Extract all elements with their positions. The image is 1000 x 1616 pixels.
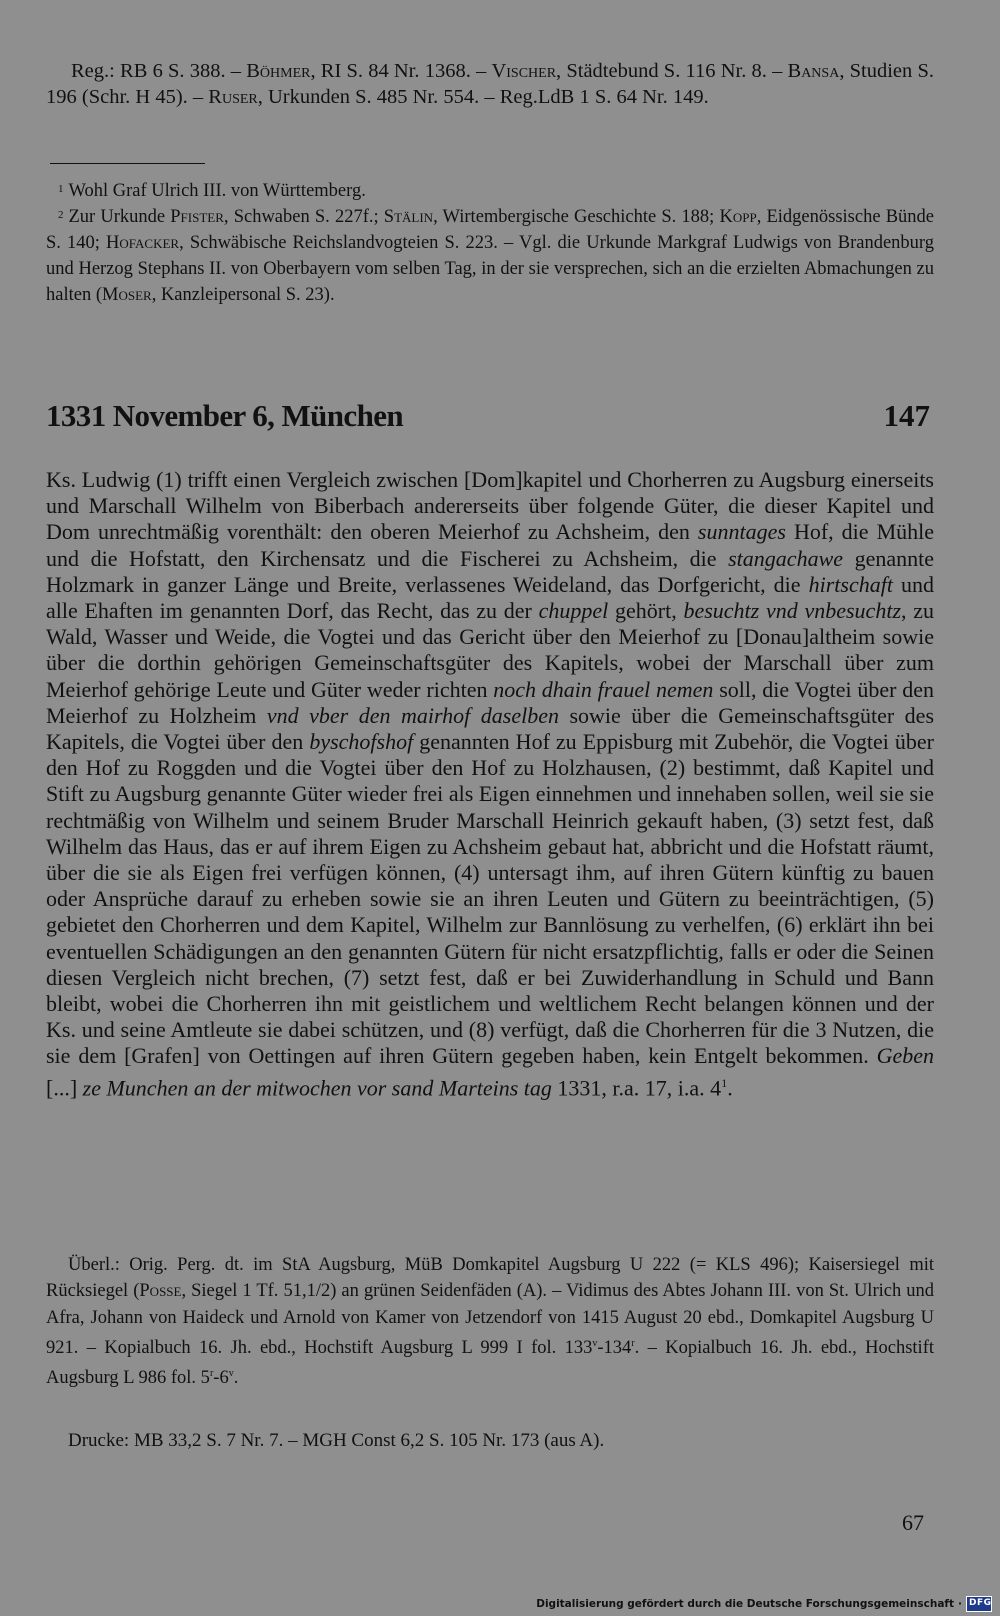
dfg-footer: Digitalisierung gefördert durch die Deutsche Forschungsgemeinschaft · DFG — [536, 1598, 992, 1610]
document-date-place: 1331 November 6, München — [46, 398, 404, 433]
footnotes — [46, 178, 934, 308]
document-number: 147 — [883, 398, 930, 433]
footnote-2: $^2$ Zur Urkunde Pfister, Schwaben S. 227f.; Stälin, Wirtembergische Geschichte S. 188; Kopp, Eidgenössische Bünde S. 140; Hofacker, Schwäbische Reichslandvogteien S. 223. – Vgl. die Urkunde Markgraf Ludwigs von Brandenburg und Herzog Stephans II. von Oberbayern vom selben Tag, in der sie versprechen, sich an die erzielten Abmachungen zu halten (Moser, Kanzleipersonal S. 23). — [46, 207, 934, 305]
footnote-marker: 1 — [721, 1075, 728, 1090]
regest-references: Reg.: RB 6 S. 388. – Böhmer, RI S. 84 Nr. 1368. – Vischer, Städtebund S. 116 Nr. 8. – Bansa, Studien S. 196 (Schr. H 45). – Ruser, Urkunden S. 485 Nr. 554. – Reg.LdB 1 S. 64 Nr. 149. — [46, 60, 934, 108]
page-number: 67 — [902, 1510, 924, 1535]
dfg-logo-icon: DFG — [966, 1596, 992, 1612]
document-heading — [46, 398, 934, 438]
footnote-1: $^1$ Wohl Graf Ulrich III. von Württemberg. — [58, 181, 366, 201]
print-editions: Drucke: MB 33,2 S. 7 Nr. 7. – MGH Const 6,2 S. 105 Nr. 173 (aus A). — [68, 1430, 605, 1451]
regest-text: Ks. Ludwig (1) trifft einen Vergleich zwischen [Dom]kapitel und Chorherren zu Augsburg einerseits und Marschall Wilhelm von Biberbach andererseits über folgende Güter, die dieser Kapitel und Dom unrechtmäßig vorenthält: den oberen Meierhof zu Achsheim, den sunntages Hof, die Mühle und die Hofstatt, den Kirchensatz und die Fischerei zu Achsheim, die stangachawe genannte Holzmark in ganzer Länge und Breite, verlassenes Weideland, das Dorfgericht, die hirtschaft und alle Ehaften im genannten Dorf, das Recht, das zu der chuppel gehört, besuchtz vnd vnbesuchtz, zu Wald, Wasser und Weide, die Vogtei und das Gericht über den Meierhof zu [Donau]altheim sowie über die dorthin gehörigen Gemeinschaftsgüter des Kapitels, wobei der Marschall über zum Meierhof gehörige Leute und Güter weder richten noch dhain frauel nemen soll, die Vogtei über den Meierhof zu Holzheim vnd vber den mairhof daselben sowie über die Gemeinschaftsgüter des Kapitels, die Vogtei über den byschofshof genannten Hof zu Eppisburg mit Zubehör, die Vogtei über den Hof zu Roggden und die Vogtei über den Hof zu Holzhausen, (2) bestimmt, daß Kapitel und Stift zu Augsburg genannte Güter wieder frei als Eigen einnehmen und innehaben sollen, weil sie sie rechtmäßig von Wilhelm und seinem Bruder Marschall Heinrich gekauft haben, (3) setzt fest, daß Wilhelm das Haus, das er auf ihrem Eigen zu Achsheim gebaut hat, abbricht und die Hofstatt räumt, über die sie als Eigen frei verfügen können, (4) untersagt ihm, auf ihren Gütern künftig zu bauen oder Ansprüche darauf zu erheben sowie sie an ihren Leuten und Gütern zu beeinträchtigen, (5) gebietet den Chorherren und dem Kapitel, Wilhelm zur Bannlösung zu verhelfen, (6) erklärt ihn bei eventuellen Schädigungen an den genannten Gütern für nicht ersatzpflichtig, falls er oder die Seinen diesen Vergleich nicht brechen, (7) setzt fest, daß er bei Zuwiderhandlung in Schuld und Bann bleibt, wobei die Chorherren ihn mit geistlichem und weltlichem Recht belangen können und der Ks. und seine Amtleute sie dabei schützen, und (8) verfügt, daß die Chorherren für die 3 Nutzen, die sie dem [Grafen] von Oettingen auf ihren Gütern gegeben haben, kein Entgelt bekommen. Geben [...] ze Munchen an der mitwochen vor sand Marteins tag 1331, r.a. 17, i.a. $4^1$. — [46, 467, 935, 1100]
footnote-separator — [50, 163, 205, 164]
transmission-notes: Überl.: Orig. Perg. dt. im StA Augsburg, MüB Domkapitel Augsburg U 222 (= KLS 496); Kaisersiegel mit Rücksiegel (Posse, Siegel 1 Tf. 51,1/2) an grünen Seidenfäden (A). – Vidimus des Abtes Johann III. von St. Ulrich und Afra, Johann von Haideck und Arnold von Kamer von Jetzendorf von 1415 August 20 ebd., Domkapitel Augsburg U 921. – Kopialbuch 16. Jh. ebd., Hochstift Augsburg L 999 I fol. 133$^v$-134$^r$. – Kopialbuch 16. Jh. ebd., Hochstift Augsburg L 986 fol. 5$^r$-6$^v$. — [46, 1255, 934, 1389]
footer-text: Digitalisierung gefördert durch die Deutsche Forschungsgemeinschaft — [536, 1598, 954, 1610]
